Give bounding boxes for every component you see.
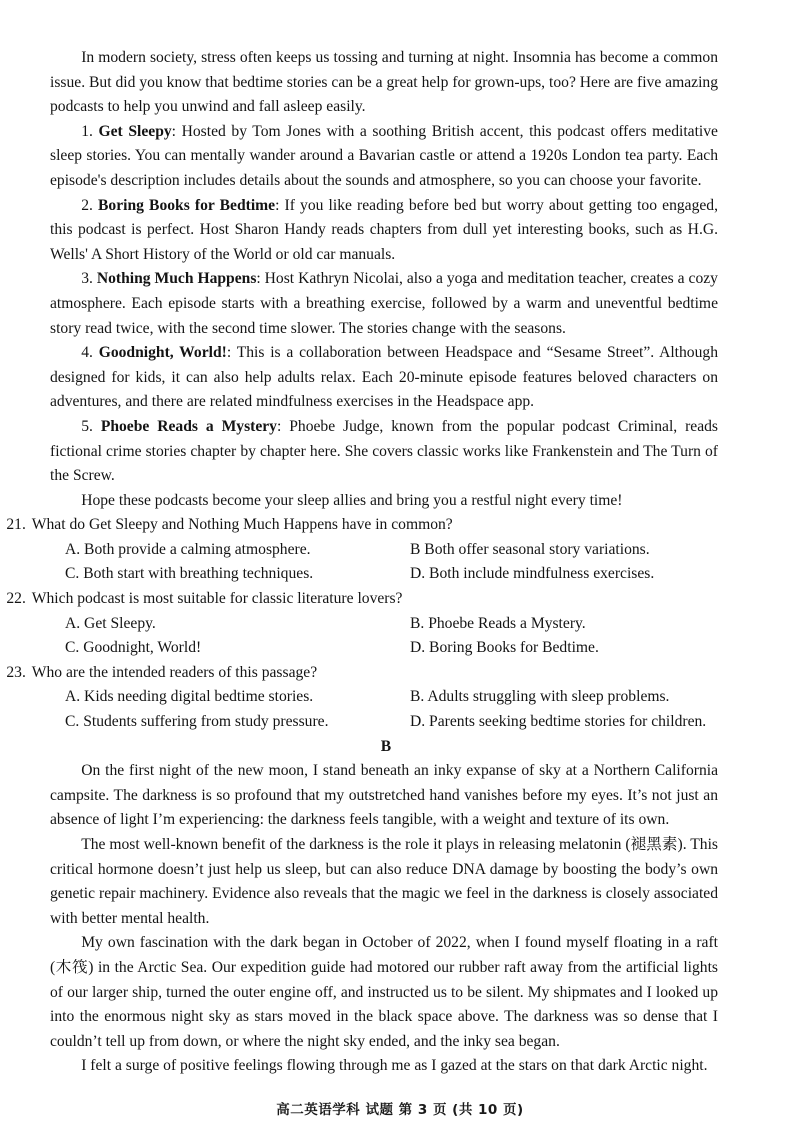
passage-a-closing: Hope these podcasts become your sleep allies and bring you a restful night every time! [81, 491, 623, 509]
podcast-number: 1. [81, 122, 93, 140]
option-c[interactable]: C. Goodnight, World! [65, 639, 202, 657]
option-b[interactable]: B Both offer seasonal story variations. [410, 540, 650, 558]
option-d[interactable]: D. Both include mindfulness exercises. [410, 565, 655, 583]
passage-a-intro: In modern society, stress often keeps us tossing and turning at night. Insomnia has become a common issue. But did you know that bedtime stories can be a great help for grown-ups, too? Here are five amazing podcasts to help you unwind and fall asleep easily. [50, 49, 718, 116]
option-c[interactable]: C. Both start with breathing techniques. [65, 565, 314, 583]
question-23-options [50, 685, 718, 734]
question-22-options [50, 612, 718, 661]
passage-b-paragraph-2: The most well-known benefit of the darkness is the role it plays in releasing melatonin (褪黑素). This critical hormone doesn’t just help us sleep, but can also reduce DNA damage by boosting the body’s own genetic repair machinery. Evidence also reveals that the magic we feel in the darkness is closely associated with better mental health. [50, 836, 718, 927]
podcast-name: Phoebe Reads a Mystery [100, 417, 277, 435]
exam-page [6, 46, 719, 1079]
podcast-number: 4. [81, 344, 93, 362]
option-d[interactable]: D. Boring Books for Bedtime. [410, 639, 599, 657]
podcast-name: Nothing Much Happens [96, 270, 257, 288]
podcast-name: Get Sleepy [98, 122, 172, 140]
option-d[interactable]: D. Parents seeking bedtime stories for children. [410, 713, 707, 731]
question-22: 22. Which podcast is most suitable for classic literature lovers? [6, 590, 403, 608]
podcast-item-2 [50, 194, 718, 268]
passage-b-paragraph-4: I felt a surge of positive feelings flowing through me as I gazed at the stars on that dark Arctic night. [81, 1057, 708, 1075]
podcast-description: : Host Kathryn Nicolai, also a yoga and meditation teacher, creates a cozy atmosphere. Each episode starts with a breathing exercise, followed by a warm and uneventful bedtime story read twice, with the second time slower. The stories change with the seasons. [50, 270, 718, 337]
question-stem: Who are the intended readers of this passage? [31, 663, 318, 681]
podcast-item-1 [50, 120, 718, 194]
option-b[interactable]: B. Phoebe Reads a Mystery. [410, 614, 586, 632]
podcast-item-5 [50, 415, 718, 489]
question-stem: Which podcast is most suitable for classic literature lovers? [31, 590, 403, 608]
podcast-name: Goodnight, World! [98, 344, 227, 362]
podcast-description: : If you like reading before bed but worry about getting too engaged, this podcast is perfect. Host Sharon Handy reads chapters from dull yet interesting books, such as H.G. Wells' A Short History of the World or old car manuals. [50, 196, 718, 263]
podcast-item-4 [50, 341, 718, 415]
podcast-number: 2. [81, 196, 93, 214]
page-footer: 高二英语学科 试题 第 3 页 (共 10 页) [276, 1102, 524, 1118]
option-c[interactable]: C. Students suffering from study pressure. [65, 713, 329, 731]
question-23: 23. Who are the intended readers of this passage? [6, 663, 318, 681]
option-a[interactable]: A. Kids needing digital bedtime stories. [65, 688, 314, 706]
option-b[interactable]: B. Adults struggling with sleep problems. [410, 688, 670, 706]
podcast-item-3 [50, 267, 718, 341]
question-21-options [50, 538, 718, 587]
passage-b-title: B [380, 737, 392, 755]
podcast-number: 5. [81, 417, 93, 435]
question-stem: What do Get Sleepy and Nothing Much Happens have in common? [31, 516, 453, 534]
question-21: 21. What do Get Sleepy and Nothing Much Happens have in common? [6, 516, 453, 534]
podcast-number: 3. [81, 270, 93, 288]
passage-b-paragraph-3: My own fascination with the dark began in October of 2022, when I found myself floating in a raft (木筏) in the Arctic Sea. Our expedition guide had motored our rubber raft away from the artificial lights of our larger ship, turned the outer engine off, and instructed us to be silent. My shipmates and I looked up into the enormous night sky as stars moved in the black space above. The darkness was so dense that I couldn’t tell up from down, or where the night sky ended, and the inky sea began. [50, 934, 718, 1050]
podcast-description: : Phoebe Judge, known from the popular podcast Criminal, reads fictional crime stories chapter by chapter here. She covers classic works like Frankenstein and The Turn of the Screw. [50, 417, 719, 485]
option-a[interactable]: A. Both provide a calming atmosphere. [65, 540, 311, 558]
passage-b-paragraph-1: On the first night of the new moon, I stand beneath an inky expanse of sky at a Northern California campsite. The darkness is so profound that my outstretched hand vanishes before my eyes. It’s not just an absence of light I’m experiencing: the darkness feels tangible, with a weight and texture of its own. [50, 762, 718, 829]
option-a[interactable]: A. Get Sleepy. [65, 614, 156, 632]
podcast-description: : Hosted by Tom Jones with a soothing British accent, this podcast offers meditative sleep stories. You can mentally wander around a Bavarian castle or attend a 1920s London tea party. Each episode's description includes details about the sounds and atmosphere, so you can choose your favorite. [50, 122, 718, 189]
podcast-name: Boring Books for Bedtime [98, 196, 276, 214]
podcast-description: : This is a collaboration between Headspace and “Sesame Street”. Although designed for kids, it can also help adults relax. Each 20-minute episode features beloved characters on adventures, and there are related mindfulness exercises in the Headspace app. [50, 344, 718, 411]
